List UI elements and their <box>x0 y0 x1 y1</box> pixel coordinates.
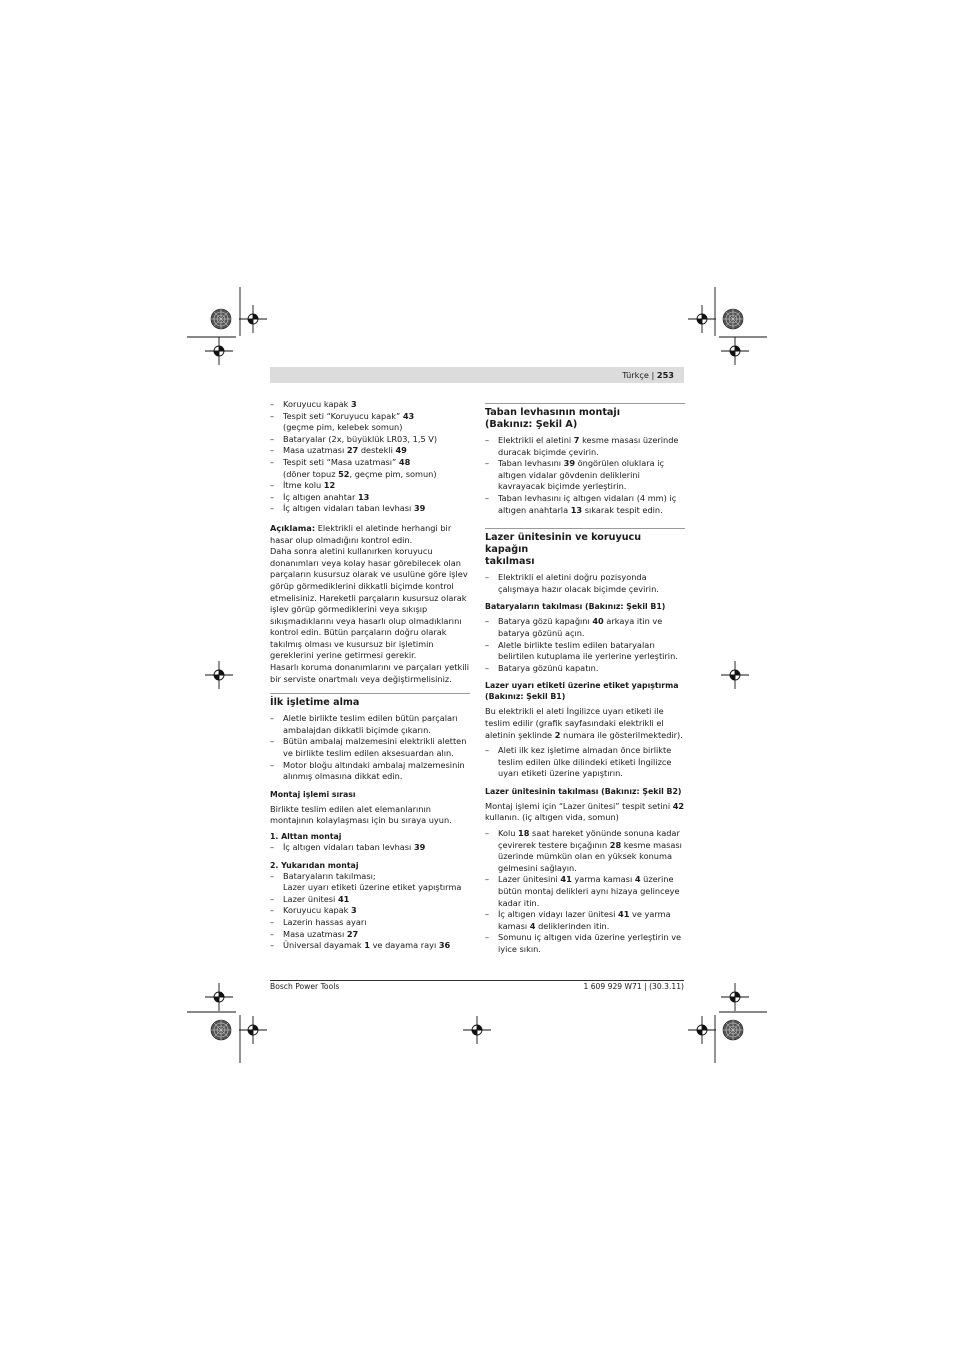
unpacking-list <box>270 713 470 783</box>
list-item-text: Bütün ambalaj malzemesini elektrikli aletten ve birlikte teslim edilen aksesuardan alın. <box>283 736 467 759</box>
reference-number: 3 <box>351 399 357 409</box>
list-bullet: – <box>485 572 490 583</box>
list-item-text: Tespit seti “Masa uzatması” 48 (döner topuz 52, geçme pim, somun) <box>283 456 437 479</box>
header-separator: | <box>651 370 655 380</box>
list-bullet: – <box>270 433 275 444</box>
reference-number: 39 <box>413 842 426 852</box>
warning-label-list <box>485 745 685 780</box>
reference-number: 41 <box>618 909 630 920</box>
reference-number: 4 <box>529 920 536 931</box>
reference-number: 41 <box>560 874 572 885</box>
list-bullet: – <box>270 759 275 770</box>
list-item <box>270 434 470 446</box>
subheading-laser-mounting: Lazer ünitesinin takılması (Bakınız: Şekil B2) <box>485 786 682 796</box>
list-item-text: Aletle birlikte teslim edilen bütün parçaları ambalajdan dikkatli biçimde çıkarın. <box>283 713 458 735</box>
list-item-text: Somunu iç altıgen vida üzerine yerleştirin ve iyice sıkın. <box>498 932 682 954</box>
list-item-text: Koruyucu kapak 3 <box>283 399 357 409</box>
reference-number: 52 <box>338 468 350 479</box>
list-item <box>270 457 470 480</box>
list-item-text: İç altıgen vidayı lazer ünitesi 41 ve yarma kaması 4 deliklerinden itin. <box>498 909 671 931</box>
reference-number: 13 <box>570 504 583 515</box>
page-header-bar <box>270 367 684 383</box>
list-bullet: – <box>270 893 275 904</box>
list-item-text: Batarya gözünü kapatın. <box>498 662 599 673</box>
list-bullet: – <box>485 492 490 503</box>
list-item-text: Tespit seti “Koruyucu kapak” 43 (geçme pim, kelebek somun) <box>283 410 415 433</box>
list-item <box>485 932 685 955</box>
list-bullet: – <box>270 456 275 467</box>
list-item <box>270 929 470 941</box>
list-item-text: Taban levhasını 39 öngörülen oluklara iç altıgen vidalar gövdenin deliklerini kavrayacak biçimde yerleştirin. <box>498 458 664 492</box>
reference-number: 48 <box>398 456 411 467</box>
reference-number: 4 <box>634 874 641 885</box>
list-bullet: – <box>485 828 490 839</box>
list-item <box>485 745 685 780</box>
list-item-text: Aleti ilk kez işletime almadan önce birlikte teslim edilen ülke dilindeki etiketi İngilizce uyarı etiketi üzerine yapıştırın. <box>498 745 672 779</box>
list-item <box>270 917 470 929</box>
subheading-warning-label: Lazer uyarı etiketi üzerine etiket yapıştırma (Bakınız: Şekil B1) <box>485 681 679 702</box>
list-bullet: – <box>270 445 275 456</box>
list-item <box>270 842 470 854</box>
reference-number: 3 <box>351 905 357 916</box>
section-heading-laser-unit: Lazer ünitesinin ve koruyucu kapağın takılması <box>485 532 642 568</box>
list-item-text: Lazer ünitesini 41 yarma kaması 4 üzerine bütün montaj delikleri aynı hizaya gelinceye kadar itin. <box>498 874 680 908</box>
list-item <box>485 435 685 458</box>
reference-number: 42 <box>672 800 685 811</box>
list-item <box>485 640 685 663</box>
parts-list <box>270 399 470 515</box>
list-bullet: – <box>485 874 490 885</box>
list-item <box>485 493 685 516</box>
list-item-text: Motor bloğu altındaki ambalaj malzemesinin alınmış olmasına dikkat edin. <box>283 759 465 782</box>
list-item-text: Koruyucu kapak 3 <box>283 905 357 916</box>
list-item-text: Üniversal dayamak 1 ve dayama rayı 36 <box>283 940 451 951</box>
list-item-text: Aletle birlikte teslim edilen bataryaları belirtilen kutuplama ile yerlerine yerleştirin. <box>498 639 678 662</box>
list-bullet: – <box>270 842 275 852</box>
list-bullet: – <box>270 503 275 514</box>
page-number: 253 <box>656 370 674 380</box>
reference-number: 49 <box>395 445 407 456</box>
list-item-text: Masa uzatması 27 <box>283 928 359 939</box>
list-item-text: İtme kolu 12 <box>283 480 336 491</box>
list-item <box>270 503 470 515</box>
list-item-text: Bataryaların takılması; Lazer uyarı etiketi üzerine etiket yapıştırma <box>283 870 462 893</box>
list-item-text: Elektrikli el aletini doğru pozisyonda çalışmaya hazır olacak biçimde çevirin. <box>498 572 659 594</box>
list-item-text: Taban levhasını iç altıgen vidaları (4 mm) iç altıgen anahtarla 13 sıkarak tespit edin. <box>498 492 677 515</box>
reference-number: 1 <box>364 940 370 951</box>
right-column <box>485 403 685 956</box>
list-item <box>485 663 685 675</box>
bottom-assembly-list <box>270 842 470 854</box>
list-item <box>270 492 470 504</box>
reference-number: 27 <box>346 445 359 456</box>
footer-rule <box>270 980 684 981</box>
battery-list <box>485 616 685 674</box>
reference-number: 40 <box>592 616 604 627</box>
reference-number: 12 <box>323 480 336 491</box>
list-bullet: – <box>485 909 490 920</box>
section-divider <box>270 693 470 694</box>
laser-prep-list <box>485 572 685 595</box>
list-item <box>485 909 685 932</box>
list-item <box>270 411 470 434</box>
list-item <box>270 760 470 783</box>
list-item-text: İç altıgen vidaları taban levhası 39 <box>283 503 426 514</box>
list-bullet: – <box>485 932 490 943</box>
section-divider <box>485 403 685 404</box>
laser-mounting-text: Montaj işlemi için “Lazer ünitesi” tespit setini 42 kullanın. (iç altıgen vida, somun) <box>485 800 685 823</box>
list-bullet: – <box>270 736 275 747</box>
list-item <box>270 905 470 917</box>
list-item-text: Lazerin hassas ayarı <box>283 916 367 927</box>
section-heading-base-plate: Taban levhasının montajı (Bakınız: Şekil A) <box>485 407 620 430</box>
list-bullet: – <box>270 713 275 724</box>
list-bullet: – <box>485 616 490 627</box>
laser-mounting-list <box>485 828 685 956</box>
reference-number: 39 <box>563 458 576 469</box>
note-paragraph: Açıklama: Elektrikli el aletinde herhangi bir hasar olup olmadığını kontrol edin. Daha sonra aletini kullanırken koruyucu donanımları veya kolay hasar görebilecek olan parçaların kusursuz olarak ve usulüne göre işlev görüp görmediklerini dikkatli biçimde kontrol etmelisiniz. Hareketli parçaların kusursuz olarak işlev görüp görmediklerini veya sıkışıp sıkışmadıklarını veya hasarlı olup olmadıklarını kontrol edin. Bütün parçaların doğru olarak takılmış olması ve kusursuz bir işletimin gereklerini yerine getirmesi gerekir. Hasarlı koruma donanımlarını ve parçaları yetkili bir serviste onartmalı veya değiştirmelisiniz. <box>270 522 470 684</box>
list-bullet: – <box>270 480 275 491</box>
reference-number: 39 <box>413 503 426 514</box>
list-item <box>485 616 685 639</box>
list-bullet: – <box>270 491 275 502</box>
section-heading-first-use: İlk işletime alma <box>270 697 360 709</box>
list-bullet: – <box>270 928 275 939</box>
footer-doc-number: 1 609 929 W71 | (30.3.11) <box>583 982 684 991</box>
warning-label-text: Bu elektrikli el aleti İngilizce uyarı etiketi ile teslim edilir (grafik sayfasındaki elektrikli el aletinin şeklinde 2 numara ile gösterilmektedir). <box>485 706 683 740</box>
reference-number: 41 <box>337 893 350 904</box>
list-bullet: – <box>485 662 490 673</box>
footer-brand: Bosch Power Tools <box>270 982 340 991</box>
list-item-text: Masa uzatması 27 destekli 49 <box>283 445 407 456</box>
left-column <box>270 399 470 952</box>
list-item <box>270 940 470 952</box>
list-item <box>270 399 470 411</box>
list-item <box>485 828 685 874</box>
list-bullet: – <box>270 905 275 916</box>
list-item <box>270 894 470 906</box>
reference-number: 43 <box>402 410 415 421</box>
list-item-text: Kolu 18 saat hareket yönünde sonuna kadar çevirerek testere bıçağının 28 kesme masası üzerinde mümkün olan en yüksek konuma gelmesini sağlayın. <box>498 828 682 873</box>
assembly-order-text: Birlikte teslim edilen alet elemanlarının montajının kolaylaşması için bu sıraya uyun. <box>270 803 452 826</box>
list-bullet: – <box>270 940 275 951</box>
list-bullet: – <box>485 458 490 469</box>
subheading-top-assembly: 2. Yukarıdan montaj <box>270 860 359 870</box>
list-item-text: İç altıgen vidaları taban levhası 39 <box>283 842 426 852</box>
subheading-battery: Bataryaların takılması (Bakınız: Şekil B1) <box>485 602 666 612</box>
language-label: Türkçe <box>622 370 649 380</box>
list-bullet: – <box>485 435 490 445</box>
list-item-text: Bataryalar (2x, büyüklük LR03, 1,5 V) <box>283 433 438 444</box>
reference-number: 36 <box>438 940 451 951</box>
section-divider <box>485 528 685 529</box>
base-plate-list <box>485 435 685 516</box>
reference-number: 27 <box>346 928 359 939</box>
reference-number: 18 <box>518 828 530 839</box>
list-bullet: – <box>485 639 490 650</box>
reference-number: 13 <box>357 491 370 502</box>
list-bullet: – <box>485 745 490 756</box>
list-item <box>270 736 470 759</box>
subheading-bottom-assembly: 1. Alttan montaj <box>270 832 342 841</box>
page-header <box>622 369 674 381</box>
list-item <box>270 480 470 492</box>
reference-number: 28 <box>609 839 622 850</box>
list-item-text: Elektrikli el aletini 7 kesme masası üzerinde duracak biçimde çevirin. <box>498 435 679 457</box>
top-assembly-list <box>270 871 470 952</box>
list-bullet: – <box>270 399 275 409</box>
list-bullet: – <box>270 870 275 881</box>
list-item-text: Lazer ünitesi 41 <box>283 893 350 904</box>
list-item <box>270 713 470 736</box>
list-item <box>485 572 685 595</box>
reference-number: 7 <box>573 435 580 445</box>
list-bullet: – <box>270 916 275 927</box>
reference-number: 2 <box>554 729 561 740</box>
subheading-assembly-order: Montaj işlemi sırası <box>270 789 356 799</box>
list-item <box>485 458 685 493</box>
list-bullet: – <box>270 410 275 421</box>
list-item <box>485 874 685 909</box>
list-item <box>270 445 470 457</box>
list-item-text: İç altıgen anahtar 13 <box>283 491 370 502</box>
list-item <box>270 871 470 894</box>
list-item-text: Batarya gözü kapağını 40 arkaya itin ve batarya gözünü açın. <box>498 616 663 638</box>
reference-number: Açıklama: <box>270 522 316 533</box>
